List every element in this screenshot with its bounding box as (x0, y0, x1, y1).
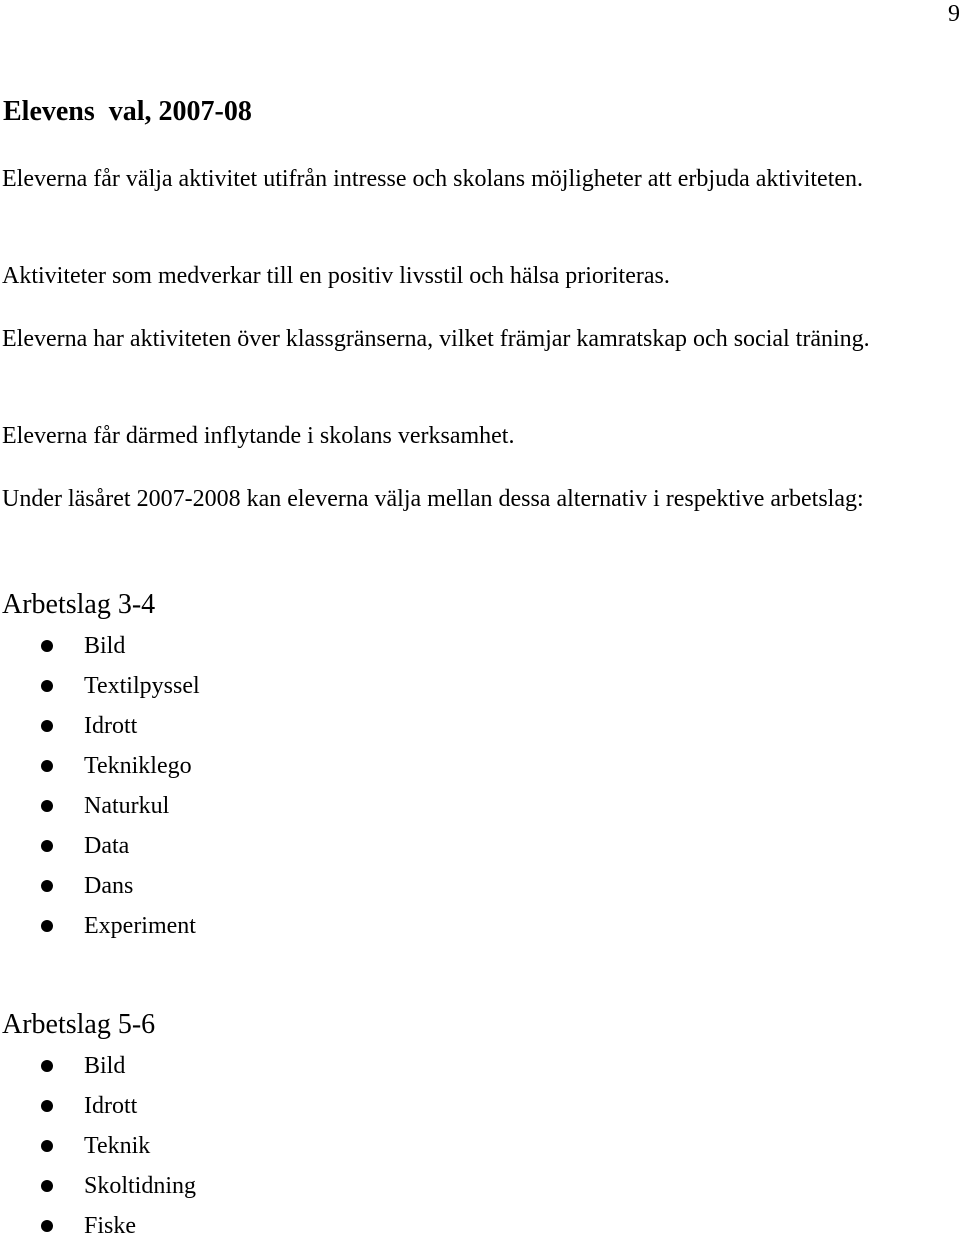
bullet-icon (41, 680, 53, 692)
section-heading-arbetslag-3-4: Arbetslag 3-4 (2, 589, 156, 620)
paragraph-class-borders: Eleverna har aktiviteten över klassgränserna, vilket främjar kamratskap och social träning. (2, 326, 870, 352)
section-heading-arbetslag-5-6: Arbetslag 5-6 (2, 1009, 156, 1040)
bullet-icon (41, 800, 53, 812)
list-item (0, 706, 200, 746)
activity-list-arbetslag-5-6 (0, 1046, 196, 1246)
list-item-label: Textilpyssel (84, 673, 200, 699)
list-item-label: Dans (84, 873, 134, 899)
bullet-icon (41, 1060, 53, 1072)
list-item-label: Idrott (84, 713, 138, 739)
list-item (0, 1206, 196, 1246)
list-item-label: Teknik (84, 1133, 151, 1159)
list-item-label: Fiske (84, 1213, 137, 1239)
bullet-icon (41, 760, 53, 772)
bullet-icon (41, 1140, 53, 1152)
list-item-label: Skoltidning (84, 1173, 197, 1199)
paragraph-influence: Eleverna får därmed inflytande i skolans verksamhet. (2, 423, 515, 449)
document-title: Elevens val, 2007-08 (3, 96, 252, 127)
list-item (0, 906, 200, 946)
paragraph-alternatives: Under läsåret 2007-2008 kan eleverna välja mellan dessa alternativ i respektive arbetslag: (2, 486, 864, 512)
list-item (0, 826, 200, 866)
list-item (0, 1166, 196, 1206)
paragraph-priorities: Aktiviteter som medverkar till en positiv livsstil och hälsa prioriteras. (2, 263, 670, 289)
list-item-label: Data (84, 833, 130, 859)
bullet-icon (41, 720, 53, 732)
list-item (0, 666, 200, 706)
activity-list-arbetslag-3-4 (0, 626, 200, 946)
list-item-label: Idrott (84, 1093, 138, 1119)
list-item (0, 746, 200, 786)
bullet-icon (41, 1100, 53, 1112)
list-item-label: Bild (84, 633, 126, 659)
list-item-label: Tekniklego (84, 753, 192, 779)
list-item-label: Naturkul (84, 793, 170, 819)
list-item-label: Bild (84, 1053, 126, 1079)
list-item (0, 1086, 196, 1126)
bullet-icon (41, 640, 53, 652)
list-item (0, 786, 200, 826)
list-item (0, 626, 200, 666)
list-item (0, 1126, 196, 1166)
paragraph-intro: Eleverna får välja aktivitet utifrån intresse och skolans möjligheter att erbjuda aktiviteten. (2, 166, 864, 192)
list-item (0, 1046, 196, 1086)
bullet-icon (41, 840, 53, 852)
list-item (0, 866, 200, 906)
list-item-label: Experiment (84, 913, 196, 939)
bullet-icon (41, 880, 53, 892)
page-number: 9 (948, 1, 960, 27)
bullet-icon (41, 1220, 53, 1232)
bullet-icon (41, 920, 53, 932)
bullet-icon (41, 1180, 53, 1192)
